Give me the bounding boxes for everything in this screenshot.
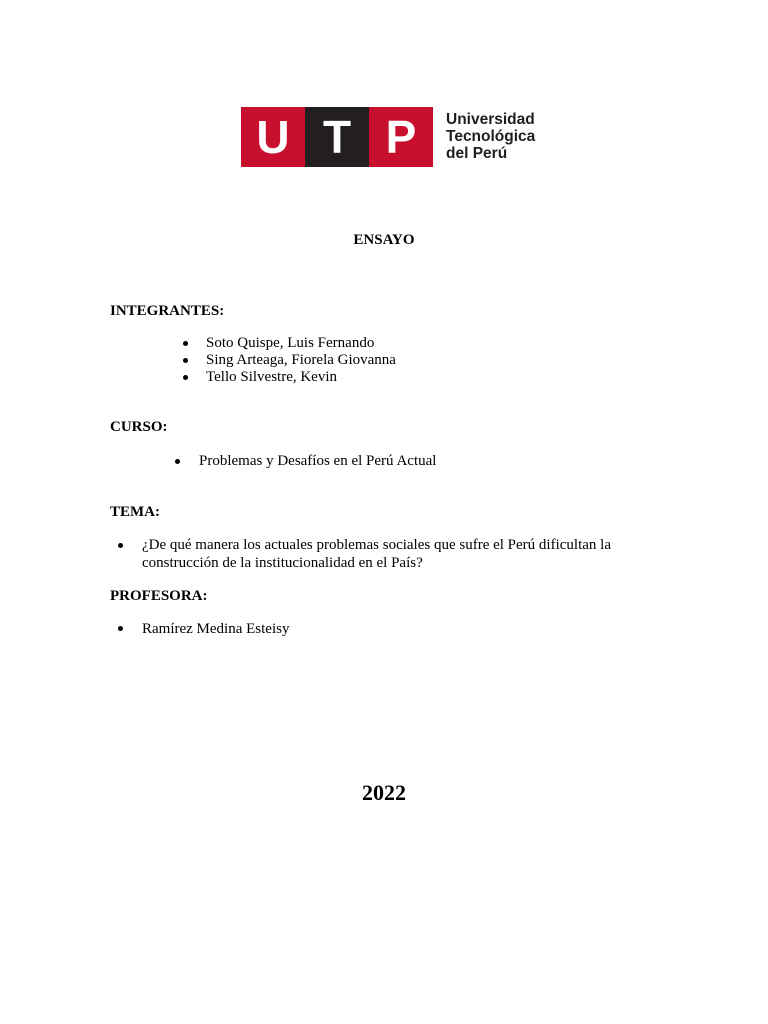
profesora-item: Ramírez Medina Esteisy [142,621,290,637]
bullet-icon [183,358,188,363]
integrantes-heading: INTEGRANTES: [110,303,225,319]
utp-logo [241,107,541,167]
curso-item: Problemas y Desafíos en el Perú Actual [199,453,437,469]
document-title: ENSAYO [353,232,415,248]
logo-letter-p: P [369,107,433,167]
tema-line: ¿De qué manera los actuales problemas sociales que sufre el Perú dificultan la [142,537,611,553]
logo-letter-u: U [241,107,305,167]
logo-name-line: Tecnológica [446,128,536,145]
logo-letter-t: T [305,107,369,167]
bullet-icon [183,375,188,380]
bullet-icon [118,543,123,548]
document-year: 2022 [362,780,406,805]
tema-heading: TEMA: [110,504,160,520]
bullet-icon [175,459,180,464]
integrante-item: Sing Arteaga, Fiorela Giovanna [206,352,396,368]
bullet-icon [183,341,188,346]
logo-name-line: Universidad [446,111,535,128]
integrante-item: Soto Quispe, Luis Fernando [206,335,375,351]
logo-name-line: del Perú [446,145,508,162]
curso-heading: CURSO: [110,419,168,435]
logo-university-name [446,111,535,162]
bullet-icon [118,626,123,631]
integrante-item: Tello Silvestre, Kevin [206,369,338,385]
profesora-heading: PROFESORA: [110,588,208,604]
tema-line: construcción de la institucionalidad en el País? [142,555,423,571]
